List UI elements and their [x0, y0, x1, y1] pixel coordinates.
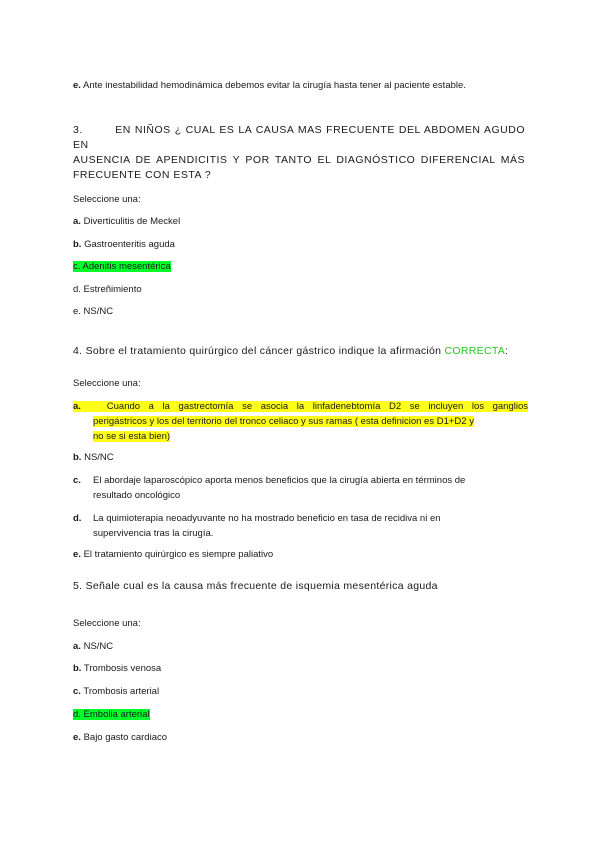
q3-option-e[interactable]: e. NS/NC	[73, 306, 114, 317]
question-3-line-1: 3. EN NIÑOS ¿ CUAL ES LA CAUSA MAS FRECUENTE DEL ABDOMEN AGUDO EN	[73, 124, 525, 151]
q5-option-d[interactable]	[73, 708, 150, 721]
q3-option-c-highlight: c. Adenitis mesentérica	[73, 261, 171, 272]
q4-option-a[interactable]: a. Cuando a la gastrectomía se asocia la linfadenebtomía D2 se incluyen los ganglios perigástricos y los del territorio del tronco celiaco y sus ramas ( esta definicion es D1+D2 y no se si esta bien)	[73, 401, 528, 442]
q5-option-b[interactable]: b. Trombosis venosa	[73, 663, 162, 674]
q4-option-d[interactable]: d. La quimioterapia neoadyuvante no ha mostrado beneficio en tasa de recidiva ni en supervivencia tras la cirugía.	[73, 513, 441, 539]
correcta-word: CORRECTA	[444, 345, 506, 357]
q5-option-a[interactable]: a. NS/NC	[73, 641, 114, 652]
q3-option-a[interactable]: a. Diverticulitis de Meckel	[73, 216, 181, 227]
q4-option-b[interactable]: b. NS/NC	[73, 452, 114, 463]
select-label-q5: Seleccione una:	[73, 618, 141, 629]
question-3	[73, 123, 525, 183]
q4-option-e[interactable]: e. El tratamiento quirúrgico es siempre paliativo	[73, 549, 274, 560]
q3-option-d[interactable]: d. Estreñimiento	[73, 284, 142, 295]
q3-option-c[interactable]	[73, 260, 171, 273]
q3-option-b[interactable]: b. Gastroenteritis aguda	[73, 239, 175, 250]
q5-option-d-highlight: d. Embolia arterial	[73, 709, 150, 720]
question-3-line-2: AUSENCIA DE APENDICITIS Y POR TANTO EL DIAGNÓSTICO DIFERENCIAL MÁS	[73, 154, 525, 166]
option-e-instability: e. Ante inestabilidad hemodinámica debemos evitar la cirugía hasta tener al paciente estable.	[73, 80, 466, 91]
question-5: 5. Señale cual es la causa más frecuente de isquemia mesentérica aguda	[73, 580, 438, 592]
q5-option-e[interactable]: e. Bajo gasto cardiaco	[73, 732, 168, 743]
question-4: 4. Sobre el tratamiento quirúrgico del cáncer gástrico indique la afirmación CORRECTA:	[73, 345, 509, 357]
select-label-q3: Seleccione una:	[73, 194, 141, 205]
q4-option-c[interactable]: c. El abordaje laparoscópico aporta menos beneficios que la cirugía abierta en términos de resultado oncológico	[73, 475, 466, 501]
q5-option-c[interactable]: c. Trombosis arterial	[73, 686, 160, 697]
question-3-line-3: FRECUENTE CON ESTA ?	[73, 169, 212, 181]
select-label-q4: Seleccione una:	[73, 378, 141, 389]
